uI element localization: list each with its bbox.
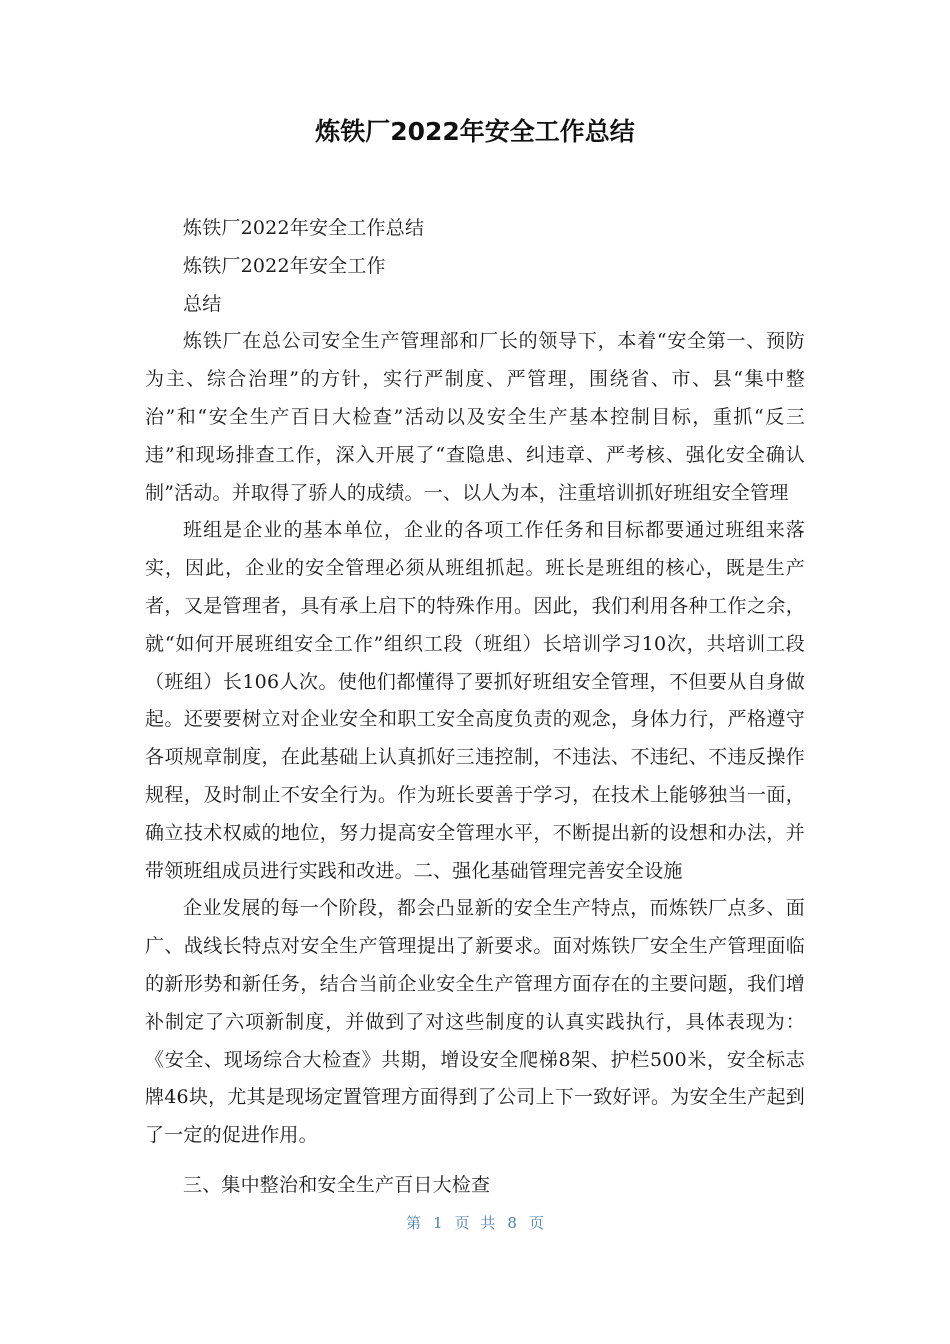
- page-label-mid: 页 共: [454, 1214, 496, 1232]
- section-heading-3: 三、集中整治和安全生产百日大检查: [183, 1173, 491, 1196]
- paragraph-basic-management: 企业发展的每一个阶段，都会凸显新的安全生产特点，而炼铁厂点多、面广、战线长特点对安全生产管理提出了新要求。面对炼铁厂安全生产管理面临的新形势和新任务，结合当前企业安全生产管理方面存在的主要问题，我们增补制定了六项新制度，并做到了对这些制度的认真实践执行，具体表现为：《安全、现场综合大检查》共期，增设安全爬梯8架、护栏500米，安全标志牌46块，尤其是现场定置管理方面得到了公司上下一致好评。为安全生产起到了一定的促进作用。: [145, 897, 805, 1147]
- current-page-number: 1: [433, 1214, 443, 1232]
- document-title: 炼铁厂2022年安全工作总结: [315, 117, 635, 146]
- page-label-prefix: 第: [406, 1214, 422, 1232]
- total-pages-number: 8: [507, 1214, 517, 1232]
- document-body: [145, 210, 805, 1205]
- page-label-suffix: 页: [528, 1214, 544, 1232]
- paragraph-subtitle-2: 炼铁厂2022年安全工作: [183, 254, 386, 277]
- paragraph-subtitle-1: 炼铁厂2022年安全工作总结: [183, 217, 425, 239]
- paragraph-intro: 炼铁厂在总公司安全生产管理部和厂长的领导下，本着“安全第一、预防为主、综合治理”的方针，实行严制度、严管理，围绕省、市、县“集中整治”和“安全生产百日大检查”活动以及安全生产基本控制目标，重抓“反三违”和现场排查工作，深入开展了“查隐患、纠违章、严考核、强化安全确认制”活动。并取得了骄人的成绩。一、以人为本，注重培训抓好班组安全管理: [145, 330, 805, 504]
- paragraph-subtitle-3: 总结: [183, 292, 222, 315]
- paragraph-team-management: 班组是企业的基本单位，企业的各项工作任务和目标都要通过班组来落实，因此，企业的安全管理必须从班组抓起。班长是班组的核心，既是生产者，又是管理者，具有承上启下的特殊作用。因此，我们利用各种工作之余，就“如何开展班组安全工作”组织工段（班组）长培训学习10次，共培训工段（班组）长106人次。使他们都懂得了要抓好班组安全管理，不但要从自身做起。还要要树立对企业安全和职工安全高度负责的观念，身体力行，严格遵守各项规章制度，在此基础上认真抓好三违控制，不违法、不违纪、不违反操作规程，及时制止不安全行为。作为班长要善于学习，在技术上能够独当一面，确立技术权威的地位，努力提高安全管理水平，不断提出新的设想和办法，并带领班组成员进行实践和改进。二、强化基础管理完善安全设施: [145, 519, 805, 882]
- page-footer: [0, 1212, 950, 1234]
